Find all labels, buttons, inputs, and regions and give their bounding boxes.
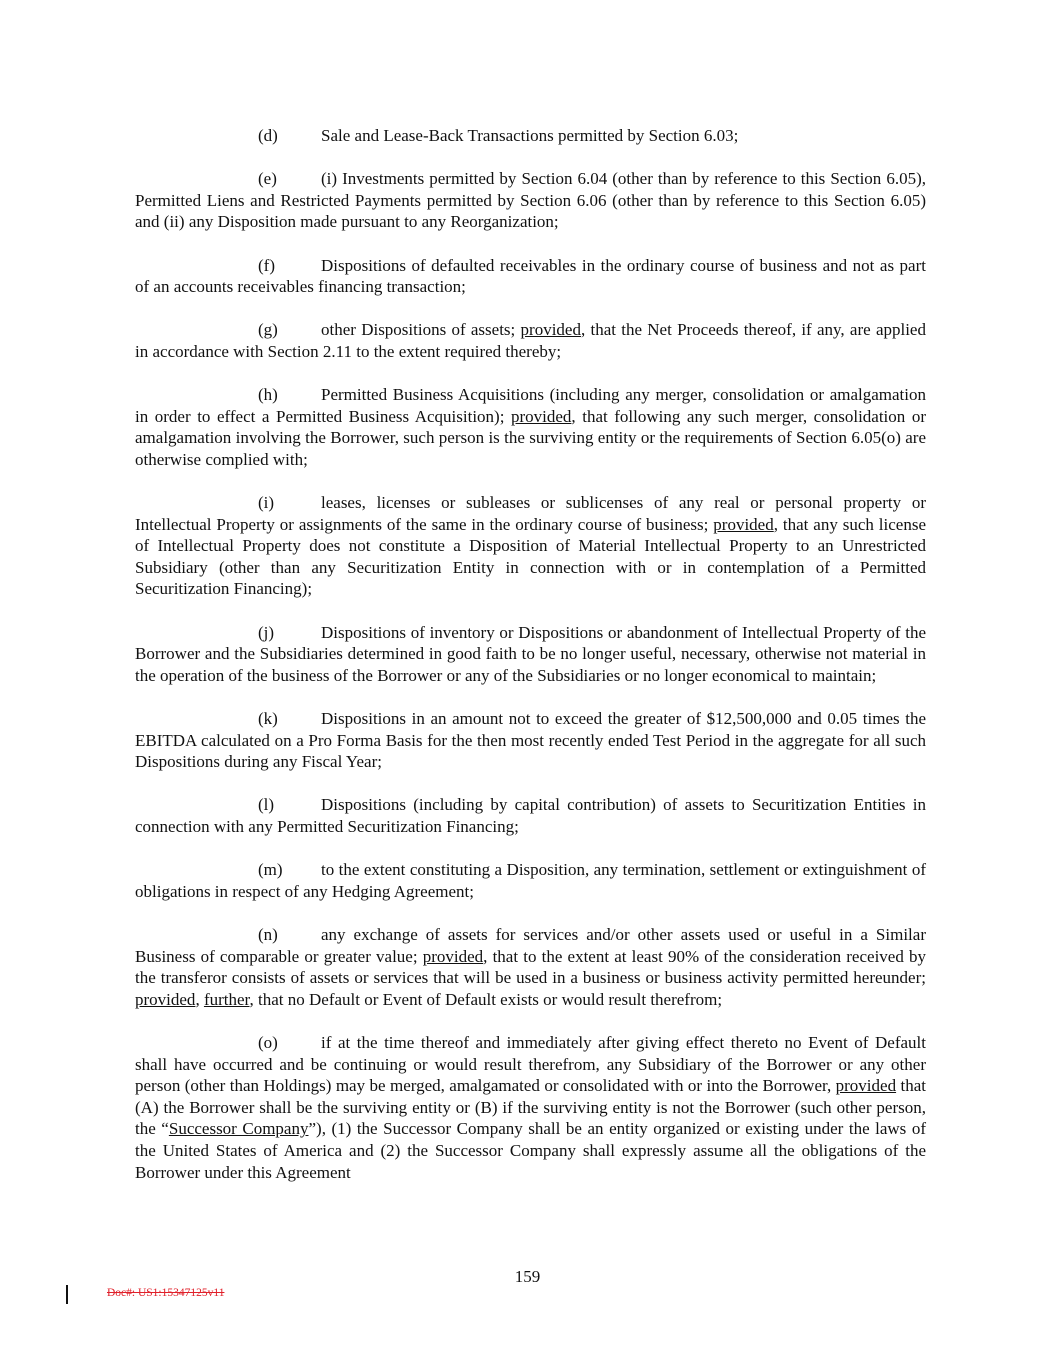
clause-label: (j) [258, 622, 275, 642]
clause-paragraph [135, 794, 926, 837]
clause-text: , that any such license of Intellectual Property does not constitute a Disposition of Material Intellectual Property to an Unrestricted Subsidiary (other than any Securitization Entity in connection with or in contemplation of a Permitted Securitization Financing); [135, 514, 926, 599]
clause-text: (i) Investments permitted by Section 6.04 (other than by reference to this Section 6.05), Permitted Liens and Restricted Payments permitted by Section 6.06 (other than by reference to this Section 6.05) and (ii) any Disposition made pursuant to any Reorganization; [135, 169, 926, 232]
clause-label: (f) [258, 255, 275, 275]
clause-text: , that to the extent at least 90% of the consideration received by the transferor consists of assets or services that will be used in a business or business activity permitted hereunder; [135, 946, 926, 988]
clause-label: (g) [258, 320, 278, 340]
clause-paragraph [135, 924, 926, 1010]
clause-paragraph [135, 319, 926, 362]
clause-paragraph [135, 255, 926, 298]
clause-text: ”), (1) the Successor Company shall be an entity organized or existing under the laws of the United States of America and (2) the Successor Company shall expressly assume all the obligations of the Borrower under this Agreement [135, 1119, 926, 1182]
page-number: 159 [514, 1267, 541, 1286]
defined-term-underlined: provided [510, 406, 572, 426]
clause-text: Dispositions (including by capital contribution) of assets to Securitization Entities in connection with any Permitted Securitization Financing; [135, 795, 926, 836]
clause-text: if at the time thereof and immediately after giving effect thereto no Event of Default shall have occurred and be continuing or would result therefrom, any Subsidiary of the Borrower or any other person (other than Holdings) may be merged, amalgamated or consolidated with or into the Borrower, [135, 1032, 926, 1096]
clause-text: to the extent constituting a Disposition, any termination, settlement or extinguishment of obligations in respect of any Hedging Agreement; [135, 860, 926, 901]
clause-label: (n) [258, 924, 278, 944]
clause-text: that (A) the Borrower shall be the surviving entity or (B) if the surviving entity is not the Borrower (such other person, the “ [135, 1076, 926, 1139]
clause-label: (o) [258, 1032, 278, 1052]
clause-paragraph [135, 125, 926, 147]
defined-term-underlined: further [203, 989, 250, 1009]
clause-text: other Dispositions of assets; [321, 320, 521, 340]
clause-label: (l) [258, 795, 275, 815]
clause-text: leases, licenses or subleases or sublicenses of any real or personal property or Intellectual Property or assignments of the same in the ordinary course of business; [135, 493, 926, 534]
clause-paragraph [135, 708, 926, 773]
clause-text: Dispositions of inventory or Dispositions or abandonment of Intellectual Property of the Borrower and the Subsidiaries determined in good faith to be no longer useful, necessary, otherwise not material in the operation of the business of the Borrower or any of the Subsidiaries or no longer economical to maintain; [135, 622, 926, 685]
defined-term-underlined: provided [135, 989, 196, 1009]
clause-label: (d) [258, 126, 278, 145]
clause-paragraph [135, 492, 926, 600]
clause-text: , that the Net Proceeds thereof, if any, are applied in accordance with Section 2.11 to the extent required thereby; [135, 320, 926, 361]
clause-paragraph [135, 168, 926, 233]
defined-term-underlined: provided [520, 320, 581, 340]
clause-label: (e) [258, 169, 277, 189]
clause-text: Dispositions in an amount not to exceed the greater of $12,500,000 and 0.05 times the EBITDA calculated on a Pro Forma Basis for the then most recently ended Test Period in the aggregate for all such Dispositions during any Fiscal Year; [135, 709, 926, 772]
clause-text: , that no Default or Event of Default exists or would result therefrom; [249, 989, 723, 1009]
clause-text: , that following any such merger, consolidation or amalgamation involving the Borrower, such person is the surviving entity or the requirements of Section 6.05(o) are otherwise complied with; [135, 406, 926, 469]
clause-text: , [195, 989, 204, 1009]
clause-text: any exchange of assets for services and/or other assets used or useful in a Similar Business of comparable or greater value; [135, 924, 926, 966]
clause-text: Dispositions of defaulted receivables in the ordinary course of business and not as part of an accounts receivables financing transaction; [135, 255, 926, 297]
clause-paragraph [135, 859, 926, 902]
defined-term-underlined: provided [713, 514, 774, 534]
clause-paragraph [135, 1032, 926, 1183]
defined-term-underlined: provided [835, 1076, 897, 1096]
clause-paragraph [135, 384, 926, 470]
clause-text: Sale and Lease-Back Transactions permitted by Section 6.03; [321, 126, 739, 145]
document-id: Doc#: US1:15347125v11 [107, 1287, 225, 1299]
change-bar [66, 1285, 68, 1304]
clause-label: (k) [258, 709, 278, 729]
defined-term-underlined: provided [422, 946, 484, 966]
clause-paragraph [135, 622, 926, 687]
document-body [135, 125, 926, 1205]
clause-label: (i) [258, 493, 275, 513]
clause-label: (m) [258, 860, 283, 880]
clause-text: Permitted Business Acquisitions (including any merger, consolidation or amalgamation in order to effect a Permitted Business Acquisition); [135, 385, 926, 426]
clause-label: (h) [258, 385, 278, 405]
defined-term-underlined: Successor Company [168, 1119, 309, 1139]
